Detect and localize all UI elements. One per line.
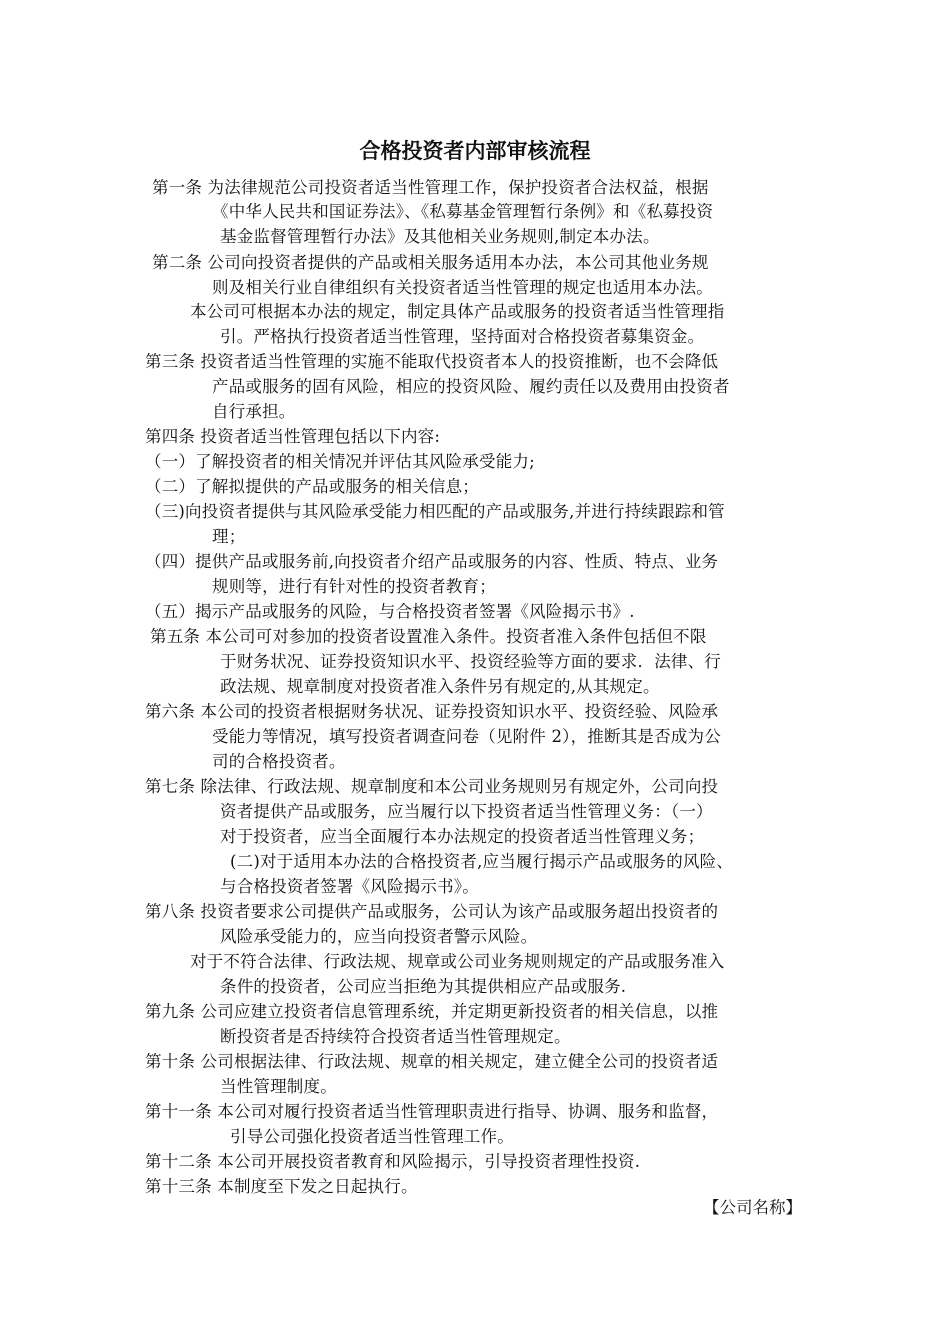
article-11-line-2: 引导公司强化投资者适当性管理工作。: [230, 1127, 514, 1146]
article-9-line-1: 第九条 公司应建立投资者信息管理系统，并定期更新投资者的相关信息，以推: [145, 1002, 719, 1021]
article-3-line-1: 第三条 投资者适当性管理的实施不能取代投资者本人的投资推断，也不会降低: [145, 352, 719, 371]
article-5-line-3: 政法规、规章制度对投资者准入条件另有规定的,从其规定。: [220, 677, 660, 696]
article-6-line-1: 第六条 本公司的投资者根据财务状况、证券投资知识水平、投资经验、风险承: [145, 702, 719, 721]
article-10-line-1: 第十条 公司根据法律、行政法规、规章的相关规定，建立健全公司的投资者适: [145, 1052, 719, 1071]
article-9-line-2: 断投资者是否持续符合投资者适当性管理规定。: [220, 1027, 571, 1046]
article-6-line-2: 受能力等情况，填写投资者调查问卷（见附件 2），推断其是否成为公: [212, 727, 721, 746]
article-1-line-1: 第一条 为法律规范公司投资者适当性管理工作，保护投资者合法权益，根据: [152, 178, 709, 197]
article-2-para-2-line-1: 本公司可根据本办法的规定，制定具体产品或服务的投资者适当性管理指: [190, 302, 725, 321]
article-5-line-2: 于财务状况、证券投资知识水平、投资经验等方面的要求．法律、行: [220, 652, 721, 671]
article-1-line-3: 基金监督管理暂行办法》及其他相关业务规则,制定本办法。: [220, 227, 660, 246]
article-3-line-3: 自行承担。: [212, 402, 296, 421]
article-4-item-3-line-2: 理；: [212, 527, 246, 546]
article-4-item-4-line-1: （四）提供产品或服务前,向投资者介绍产品或服务的内容、性质、特点、业务: [145, 552, 719, 571]
article-8-line-1: 第八条 投资者要求公司提供产品或服务，公司认为该产品或服务超出投资者的: [145, 902, 719, 921]
article-4-item-4-line-2: 规则等，进行有针对性的投资者教育；: [212, 577, 496, 596]
article-8-para-2-line-1: 对于不符合法律、行政法规、规章或公司业务规则规定的产品或服务准入: [190, 952, 725, 971]
article-5-line-1: 第五条 本公司可对参加的投资者设置准入条件。投资者准入条件包括但不限: [150, 627, 707, 646]
article-6-line-3: 司的合格投资者。: [212, 752, 346, 771]
article-4-item-1: （一）了解投资者的相关情况并评估其风险承受能力;: [145, 452, 535, 471]
article-8-para-2-line-2: 条件的投资者，公司应当拒绝为其提供相应产品或服务.: [220, 977, 627, 996]
document-title: 合格投资者内部审核流程: [359, 138, 591, 163]
article-3-line-2: 产品或服务的固有风险，相应的投资风险、履约责任以及费用由投资者: [212, 377, 730, 396]
company-name-signature: 【公司名称】: [703, 1198, 802, 1217]
article-2-line-1: 第二条 公司向投资者提供的产品或相关服务适用本办法，本公司其他业务规: [152, 253, 709, 272]
article-4-item-5: （五）揭示产品或服务的风险，与合格投资者签署《风险揭示书》.: [145, 602, 635, 621]
article-2-para-2-line-2: 引。严格执行投资者适当性管理，坚持面对合格投资者募集资金。: [220, 327, 705, 346]
article-8-line-2: 风险承受能力的，应当向投资者警示风险。: [220, 927, 538, 946]
article-4-item-3-line-1: （三)向投资者提供与其风险承受能力相匹配的产品或服务,并进行持续跟踪和管: [145, 502, 725, 521]
article-7-line-3: 对于投资者，应当全面履行本办法规定的投资者适当性管理义务；: [220, 827, 705, 846]
article-10-line-2: 当性管理制度。: [220, 1077, 337, 1096]
article-2-line-2: 则及相关行业自律组织有关投资者适当性管理的规定也适用本办法。: [212, 278, 713, 297]
article-1-line-2: 《中华人民共和国证券法》、《私募基金管理暂行条例》和《私募投资: [212, 202, 714, 221]
article-7-line-1: 第七条 除法律、行政法规、规章制度和本公司业务规则另有规定外，公司向投: [145, 777, 719, 796]
article-7-line-5: 与合格投资者签署《风险揭示书》。: [220, 877, 479, 896]
article-11-line-1: 第十一条 本公司对履行投资者适当性管理职责进行指导、协调、服务和监督，: [145, 1102, 719, 1121]
article-4-item-2: （二）了解拟提供的产品或服务的相关信息；: [145, 477, 479, 496]
article-4-line-1: 第四条 投资者适当性管理包括以下内容:: [145, 427, 441, 446]
article-13-line-1: 第十三条 本制度至下发之日起执行。: [145, 1177, 418, 1196]
article-7-line-2: 资者提供产品或服务，应当履行以下投资者适当性管理义务：（一）: [220, 802, 713, 821]
article-12-line-1: 第十二条 本公司开展投资者教育和风险揭示，引导投资者理性投资.: [145, 1152, 641, 1171]
article-7-line-4: (二)对于适用本办法的合格投资者,应当履行揭示产品或服务的风险、: [230, 852, 734, 871]
